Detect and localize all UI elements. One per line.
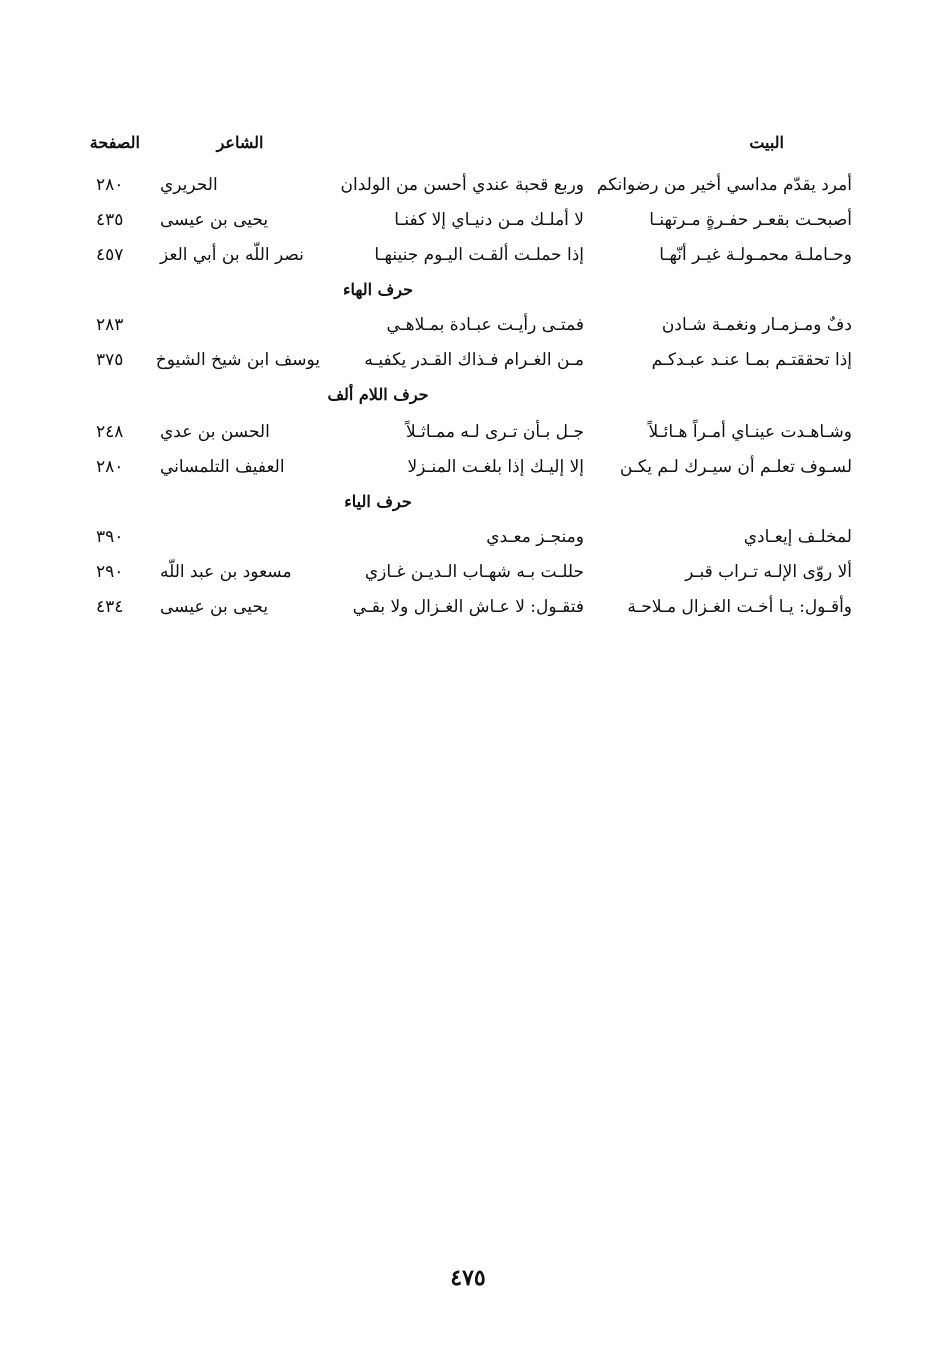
table-header — [89, 128, 852, 158]
verse-first-hemistich: دفٌ ومـزمـار ونغمـة شـادن — [661, 315, 852, 335]
table-row — [96, 417, 852, 447]
verse-second-hemistich: فتقـول: لا عـاش الغـزال ولا بقـي — [352, 597, 584, 617]
verse-second-hemistich: إلا إليـك إذا بلغـت المنـزلا — [407, 457, 584, 477]
verse-second-hemistich: وربع قحبة عندي أحسن من الولدان — [340, 175, 584, 195]
page-number: ٢٤٨ — [96, 422, 124, 442]
table-row — [96, 170, 852, 200]
poet-name — [160, 522, 320, 552]
table-row — [96, 345, 852, 375]
poet-name: يحيى بن عيسى — [160, 210, 269, 230]
verse-first-hemistich: لسـوف تعلـم أن سيـرك لـم يكـن — [619, 457, 852, 477]
verse-second-hemistich: إذا حملـت ألقـت اليـوم جنينهـا — [374, 245, 584, 265]
section-title: حرف الهاء — [343, 280, 413, 299]
section-heading-yaa — [96, 487, 852, 517]
folio-page-number: ٤٧٥ — [450, 1265, 486, 1291]
poet-name: يوسف ابن شيخ الشيوخ — [155, 350, 320, 370]
verse-first-hemistich: أصبحـت بقعـر حفـرةٍ مـرتهنـا — [649, 210, 852, 230]
verse-second-hemistich: لا أملـك مـن دنيـاي إلا كفنـا — [394, 210, 584, 230]
section-title: حرف الياء — [344, 492, 412, 511]
verse-second-hemistich: مـن الغـرام فـذاك القـدر يكفيـه — [364, 350, 584, 370]
page-number: ٣٩٠ — [96, 527, 124, 547]
table-row — [96, 522, 852, 552]
page-number: ٤٣٤ — [96, 597, 124, 617]
table-row — [96, 592, 852, 622]
page-number: ٣٧٥ — [96, 350, 124, 370]
poet-name: نصر اللّه بن أبي العز — [160, 245, 304, 265]
verse-first-hemistich: وحـاملـة محمـولـة غيـر أنّهـا — [659, 245, 852, 265]
poet-name: الحريري — [160, 175, 218, 195]
verse-first-hemistich: وشـاهـدت عينـاي أمـراً هـائـلاً — [648, 422, 852, 442]
poet-name: مسعود بن عبد اللّه — [160, 562, 292, 582]
table-row — [96, 205, 852, 235]
poet-name: العفيف التلمساني — [160, 457, 285, 477]
verse-first-hemistich: أمرد يقدّم مداسي أخير من رضوانكم — [596, 175, 852, 195]
page-number: ٢٨٣ — [96, 315, 124, 335]
section-heading-haa — [96, 275, 852, 305]
table-row — [96, 240, 852, 270]
verse-second-hemistich: فمتـى رأيـت عبـادة بمـلاهـي — [386, 315, 584, 335]
header-verse: البيت — [749, 133, 784, 152]
verse-second-hemistich: ومنجـز معـدي — [486, 527, 584, 547]
verse-first-hemistich: إذا تحققتـم بمـا عنـد عبـدكـم — [651, 350, 852, 370]
header-poet: الشاعر — [216, 133, 264, 152]
verse-first-hemistich: ألا روّى الإلـه تـراب قبـر — [685, 562, 852, 582]
poet-name: الحسن بن عدي — [160, 422, 270, 442]
verse-second-hemistich: حللـت بـه شهـاب الـديـن غـازي — [364, 562, 584, 582]
verse-first-hemistich: لمخلـف إيعـادي — [743, 527, 852, 547]
page-number: ٢٨٠ — [96, 457, 124, 477]
page-number: ٤٥٧ — [96, 245, 124, 265]
verse-first-hemistich: وأقـول: يـا أخـت الغـزال مـلاحـة — [627, 597, 852, 617]
section-heading-lamalif — [96, 380, 852, 410]
verse-second-hemistich: جـل بـأن تـرى لـه ممـاثـلاً — [406, 422, 584, 442]
table-row — [96, 310, 852, 340]
table-row — [96, 557, 852, 587]
table-row — [96, 452, 852, 482]
poet-name — [160, 310, 320, 340]
page-number: ٢٨٠ — [96, 175, 124, 195]
page-number: ٢٩٠ — [96, 562, 124, 582]
page-number: ٤٣٥ — [96, 210, 124, 230]
header-page: الصفحة — [89, 133, 140, 152]
section-title: حرف اللام ألف — [327, 385, 429, 404]
poet-name: يحيى بن عيسى — [160, 597, 269, 617]
